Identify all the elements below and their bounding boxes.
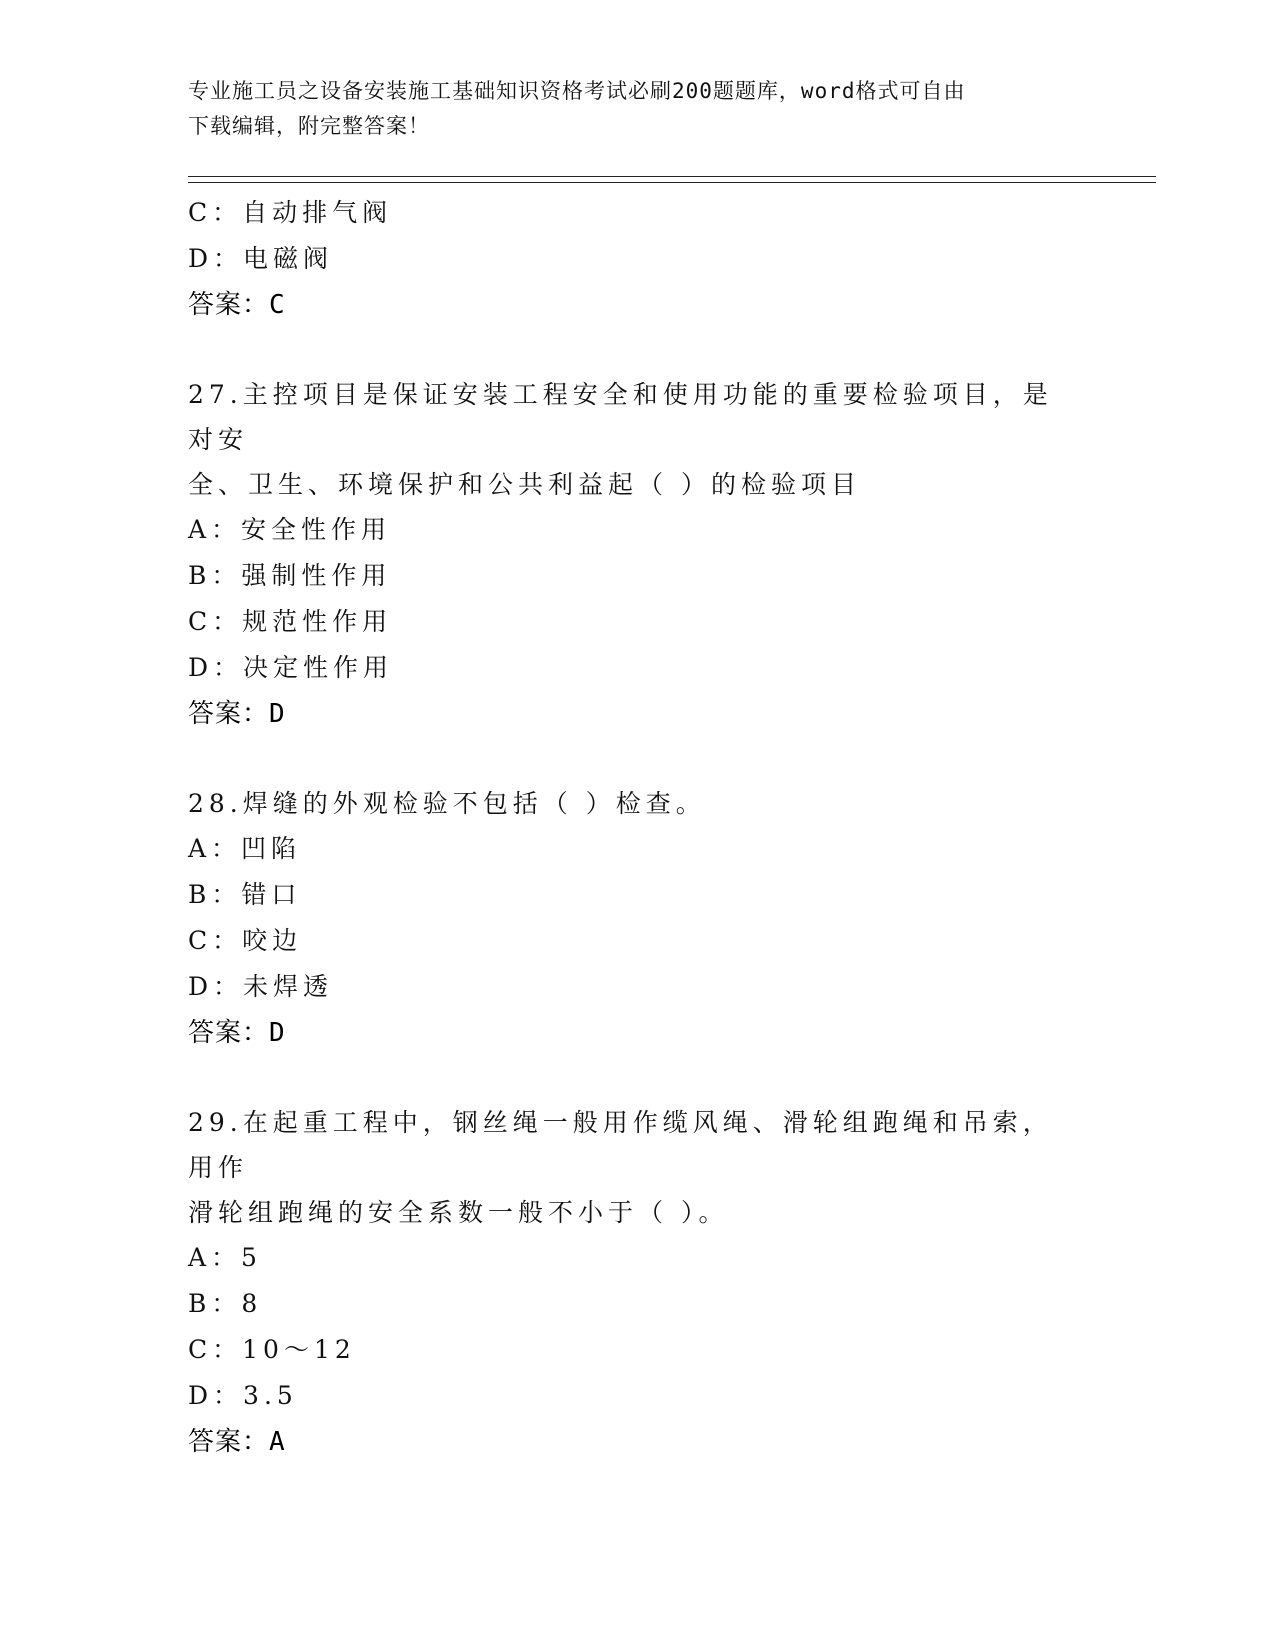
option-d: D：未焊透 <box>188 972 334 1001</box>
option-d: D：决定性作用 <box>188 653 394 682</box>
question-block-27 <box>188 372 1088 737</box>
header-title-line-2: 下载编辑，附完整答案！ <box>188 114 430 138</box>
option-b: B：错口 <box>188 880 302 909</box>
question-text-line-1: 27.主控项目是保证安装工程安全和使用功能的重要检验项目，是对安 <box>188 380 1053 454</box>
spacer <box>188 328 1088 372</box>
answer-label: 答案：D <box>188 1018 286 1048</box>
question-text-line-2: 全、卫生、环境保护和公共利益起（ ）的检验项目 <box>188 470 861 499</box>
option-d: D：3.5 <box>188 1381 298 1410</box>
option-c: C：10～12 <box>188 1335 356 1364</box>
option-a: A：5 <box>188 1243 262 1272</box>
question-list <box>188 190 1088 1465</box>
question-text-line-1: 29.在起重工程中，钢丝绳一般用作缆风绳、滑轮组跑绳和吊索，用作 <box>188 1108 1053 1182</box>
option-c: C：自动排气阀 <box>188 198 393 227</box>
spacer <box>188 1056 1088 1100</box>
answer-label: 答案：A <box>188 1427 286 1457</box>
option-b: B：强制性作用 <box>188 561 392 590</box>
header-title-line-1: 专业施工员之设备安装施工基础知识资格考试必刷200题题库，word格式可自由 <box>188 79 966 103</box>
question-text <box>188 372 1078 507</box>
answer-label: 答案：D <box>188 699 286 729</box>
answer-label: 答案：C <box>188 290 286 320</box>
question-text-line-2: 滑轮组跑绳的安全系数一般不小于（ ）。 <box>188 1198 729 1227</box>
option-c: C：咬边 <box>188 926 303 955</box>
spacer <box>188 737 1088 781</box>
option-a: A：安全性作用 <box>188 515 392 544</box>
question-block-29 <box>188 1100 1088 1465</box>
option-c: C：规范性作用 <box>188 607 393 636</box>
option-a: A：凹陷 <box>188 834 302 863</box>
option-d: D：电磁阀 <box>188 244 334 273</box>
question-block-26 <box>188 190 1088 328</box>
document-header <box>188 74 1078 144</box>
header-divider-top <box>188 176 1156 177</box>
question-block-28 <box>188 781 1088 1056</box>
question-text <box>188 781 1078 826</box>
option-b: B：8 <box>188 1289 263 1318</box>
question-text <box>188 1100 1078 1235</box>
header-divider-bottom <box>188 182 1156 183</box>
question-text-line-1: 28.焊缝的外观检验不包括（ ）检查。 <box>188 789 706 818</box>
